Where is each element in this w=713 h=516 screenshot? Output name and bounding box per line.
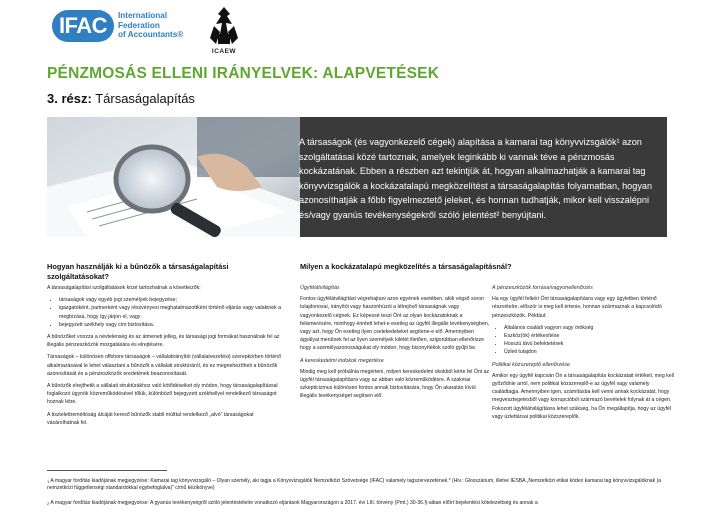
left-heading: Hogyan használják ki a bűnözők a társaságalapítási szolgáltatásokat? [47,262,229,281]
list-item: • Eszköz(ök) értékesítése [504,332,674,340]
hero-banner [47,117,667,237]
ifac-logo: IFAC [52,10,114,42]
section-title: Ügyfélátvilágítás [300,285,340,291]
column-due-diligence: Ügyfélátvilágítás Fontos ügyfélátvilágítást végrehajtani azon egyének esetében, akik végső soron tulajdonosai, irányítói vagy haszonhúzói a létrejövő társaságnak vagy vagyonkezelő cégnek. Ez képessé teszi Önt az olyan kockázatoknak a felismerésére, minthogy érintett lehet-e esetleg az ügyfél illegális tevékenységben, vagy azt, hogy Ön esetleg ilyen cselekedeteket segítene-e elő. Amennyiben ágyályai merülnek fel az ilyen személyek kilétét illetően, szigorúbban ellenőrizze hogy a személyazonosságukat oly módon, hogy bizonyítékok szóló gyűjti be. A kereskedelmi indokok megértése Mindig meg kell próbálnia megérteni, milyen kereskedelmi okokból kérte fel Önt az ügyfél társaságalapításra vagy az abban való közreműködésre. A szakmai szkepticizmus különösen fontos annak biztosítására, hogy Ön akaratán kívül illegális tevékenységet segítsen elő. [300,284,492,405]
list-item: • Üzleti tulajdon [504,348,674,356]
section-title: Politikai közszereplő ellenőrzése [492,361,570,368]
page-subtitle: 3. rész: Társaságalapítás [47,91,195,106]
magnifier-documents-photo-icon [47,117,300,237]
icaew-crest-icon [204,4,244,54]
services-list [47,296,285,329]
section-title: A pénzeszközök forrása/vagyonellenőrzés [492,285,593,291]
hero-intro-text: A társaságok (és vagyonkezelő cégek) alapítása a kamarai tag könyvvizsgálók¹ azon szolgáltatásai közé tartoznak, amelyek leginkább ki vannak téve a pénzmosás kockázatának. Ebben a részben azt tekintjük át, hogyan alkalmazhatják a kamarai tag könyvvizsgálók a kockázatalapú megközelítést a társaságalapítás folyamatban, hogyan azonosíthatják a főbb figyelmeztető jeleket, és honnan tudhatják, mikor kell visszalépni és/vagy gyanús tevékenységekről szóló jelentést² benyújtani. [299,137,653,220]
ifac-wordmark: International Federation of Accountants® [118,11,184,39]
list-item: • Általános családi vagyon vagy örökség [504,324,674,332]
footnote-1: $^1$ A magyar fordítás kiadójának megjegyzése: Kamarai tag könyvvizsgáló – Olyan személy, aki tagja a Könyvvizsgálók Nemzetközi Szövetsége (IFAC) valamely tagszervezetének.* (Hiv.: Glosszárium, illetve IESBA „Nemzetközi etikai kódex kamarai tag könyvvizsgálóknak (a nemzetközi függetlenségi standardokkal egybefoglalva)” című kézikönyve) [47,478,662,492]
footnote-divider [47,470,167,471]
icaew-label: ICAEW [211,48,237,55]
funds-list [492,324,674,357]
list-item: • Hosszú távú befektetések [504,340,674,348]
column-source-of-funds: A pénzeszközök forrása/vagyonellenőrzés Ha egy ügyfél felkéri Önt társaságalapításra vagy egy ügyletben történő részvételre, először is meg kell értenie, honnan származnak a kapcsolódó pénzeszközök. Például: • Általános családi vagyon vagy örökség • Eszköz(ök) értékesítése • Hosszú távú befektetések • Üzleti tulajdon Politikai közszereplő ellenőrzése Amikor egy ügyfél kapcsán Ön a társaságalapítás kockázatait értékeli, meg kell győződnie arról, nem politikai közszereplő-e az ügyfél vagy valamely családtagja. Amennyiben igen, számításba kell venni annak kockázatát, hogy megvesztegetésből vagy korrupcióból származó bevételek folynak át a cégen. Fokozott ügyfélátvilágításra lehet szükség, ha Ön megállapítja, hogy az ügyfél vagy üzlettársai politikai közszereplők. [492,284,674,425]
list-item: • bejegyzett székhely vagy cím biztosítása. [59,321,285,329]
list-item: • igazgatóként, partnerként vagy részvényesi meghatalmazottként történő eljárás vagy valakinek a megbízása, hogy így járjon el, vagy [59,304,285,320]
section-title: A kereskedelmi indokok megértése [300,357,384,364]
right-heading: Milyen a kockázatalapú megközelítés a társaságalapításnál? [300,262,512,271]
page-title: PÉNZMOSÁS ELLENI IRÁNYELVEK: ALAPVETÉSEK [47,65,440,82]
footnote-2: $^2$ A magyar fordítás kiadójának megjegyzése: A gyanús tevékenységről szóló jelentéstételre vonatkozó eljárások Magyarországon a 2017. évi LIII. törvény (Pmt.) 30-36.§-aiban előírt bejelentési kötelezettség és annak a [47,500,538,506]
column-criminal-use: A társaságalapítási szolgáltatások közé tartozhatnak a következők: • társaságok vagy egyéb jogi személyek bejegyzése; • igazgatóként, partnerként vagy részvényesi meghatalmazottként történő eljárás vagy valakinek a megbízása, hogy így járjon el, vagy • bejegyzett székhely vagy cím biztosítása. A bűnözőket vonzza a névtelenség és az átmeneti jelleg, és társasági jogi formákat használnak fel az illegális pénzeszközök mozgatására és elrejtésére. Társaságok – különösen offshore társaságok – vállalatirányítói (vállalatvezetési) szerepkörben történő alkalmazásával le lehet választani a bűnözőt a vállalati struktúráról, és ez megnehezítheti a bűnözők azonosítását és a pénzeszközök eredetének beazonosítását. A bűnözők elrejthetik a vállalati struktúrákhoz való kötődéseiket oly módon, hogy társaságalapítással foglalkozó ügynök közreműködésével tőlük, különböző bejegyzett székhellyel rendelkező társaságot hoznak létre. A tisztelettreméltóság álcáját kereső bűnözők stabil múlttal rendelkező „alvó” társaságokat vásárolhatnak fel. [47,284,285,431]
list-item: • társaságok vagy egyéb jogi személyek bejegyzése; [59,296,285,304]
